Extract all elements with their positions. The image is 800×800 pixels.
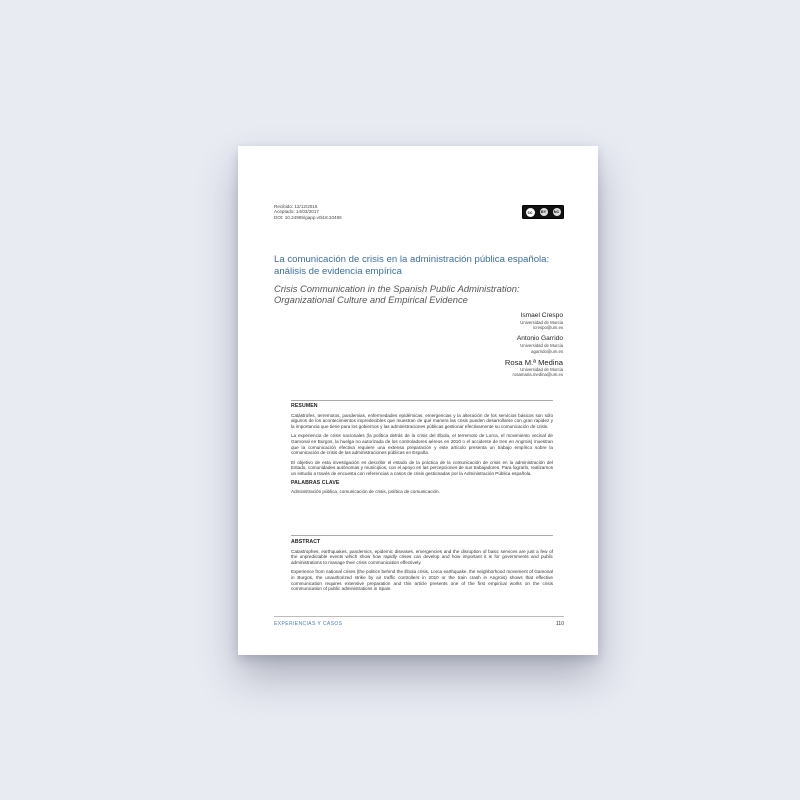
- resumen-paragraph: El objetivo de esta investigación es describir el estado de la práctica de la comunicación de crisis en la administración del Estado, comunidades autónomas y municipios, con el apoyo en las percepciones de sus trabajadores. Para lograrlo, realizamos un estudio a través de encuesta con referencias a casos de crisis gestionadas por la Administración Pública española.: [291, 459, 553, 476]
- author-block: [505, 312, 563, 330]
- author-affiliation: Universidad de Murcia: [520, 320, 563, 325]
- abstract-paragraph: Catastrophes, earthquakes, pandemics, epidemic diseases, emergencies and the disruption of basic services are just a few of the unpredictable events which show how rapidly crises can develop and how important it is for governments and public administrations to manage their crisis communication effectively.: [291, 548, 553, 565]
- section-divider: [291, 535, 553, 536]
- resumen-paragraph: Catástrofes, terremotos, pandemias, enfermedades epidémicas, emergencias y la alteración de los servicios básicos son sólo algunos de los acontecimientos impredecibles que muestran de qué manera las crisis pueden desarrollarse con gran rapidez y la importancia que tiene para los gobiernos y las administraciones públicas gestionar efectivamente su comunicación de crisis.: [291, 412, 553, 429]
- author-email: icrespo@um.es: [533, 325, 563, 331]
- received-date: Recibido: 12/12/2016: [274, 204, 318, 209]
- creative-commons-badge: [522, 205, 564, 219]
- author-affiliation: Universidad de Murcia: [520, 366, 563, 372]
- resumen-section: [291, 404, 553, 499]
- abstract-section: [291, 540, 553, 596]
- author-list: [505, 312, 563, 382]
- section-divider: [291, 400, 553, 401]
- author-block: [505, 335, 563, 353]
- author-block: [505, 359, 563, 377]
- author-affiliation: Universidad de Murcia: [520, 343, 563, 349]
- author-name: Rosa M.ª Medina: [504, 357, 563, 367]
- cc-icon: cc: [526, 208, 535, 217]
- title-english: Crisis Communication in the Spanish Public Administration: Organizational Culture and Empirical Evidence: [274, 283, 520, 306]
- footer-divider: [274, 616, 564, 617]
- noncommercial-icon: NC: [553, 210, 560, 214]
- document-page: [238, 146, 598, 655]
- keywords-heading: PALABRAS CLAVE: [291, 479, 340, 486]
- author-name: Ismael Crespo: [520, 312, 563, 319]
- author-email: rosamaria.medina@um.es: [512, 372, 563, 378]
- resumen-paragraph: La experiencia de crisis nacionales (la política detrás de la crisis del Ébola, el terremoto de Lorca, el movimiento vecinal de Gamonal en Burgos, la huelga no autorizada de los controladores aéreos en 2010 o el accidente de tren en Angrois) muestran que la comunicación efectiva requiere una extensa preparación y este artículo presenta un trabajo empírico sobre la comunicación de crisis de las administraciones públicas en España.: [291, 433, 553, 456]
- keywords-text: Administración pública, comunicación de crisis, política de comunicación.: [291, 489, 440, 495]
- author-email: agarrido@um.es: [531, 348, 563, 354]
- article-metadata: [274, 204, 342, 220]
- abstract-heading: ABSTRACT: [291, 539, 321, 545]
- resumen-heading: RESUMEN: [291, 403, 318, 409]
- attribution-icon: BY: [540, 210, 547, 214]
- author-name: Antonio Garrido: [516, 335, 563, 343]
- doi: DOI: 10.24965/gapp.v0i18.10465: [274, 214, 342, 220]
- abstract-paragraph: Experience from national crises (the politics behind the Ébola crisis, Lorca earthquake, the neighborhood movement of Gamonal in Burgos, the unauthorized strike by air traffic controllers in 2010 or the train crash in Angrois) shows that effective communication requires extensive preparation and this article presents one of the first empirical works on the crisis communication of public administrations in Spain.: [291, 569, 553, 592]
- page-number: 110: [556, 621, 564, 627]
- accepted-date: Aceptado: 14/03/2017: [274, 209, 319, 215]
- title-spanish: La comunicación de crisis en la administración pública española: análisis de evidencia empírica: [274, 254, 550, 277]
- journal-section-label: EXPERIENCIAS Y CASOS: [274, 621, 343, 627]
